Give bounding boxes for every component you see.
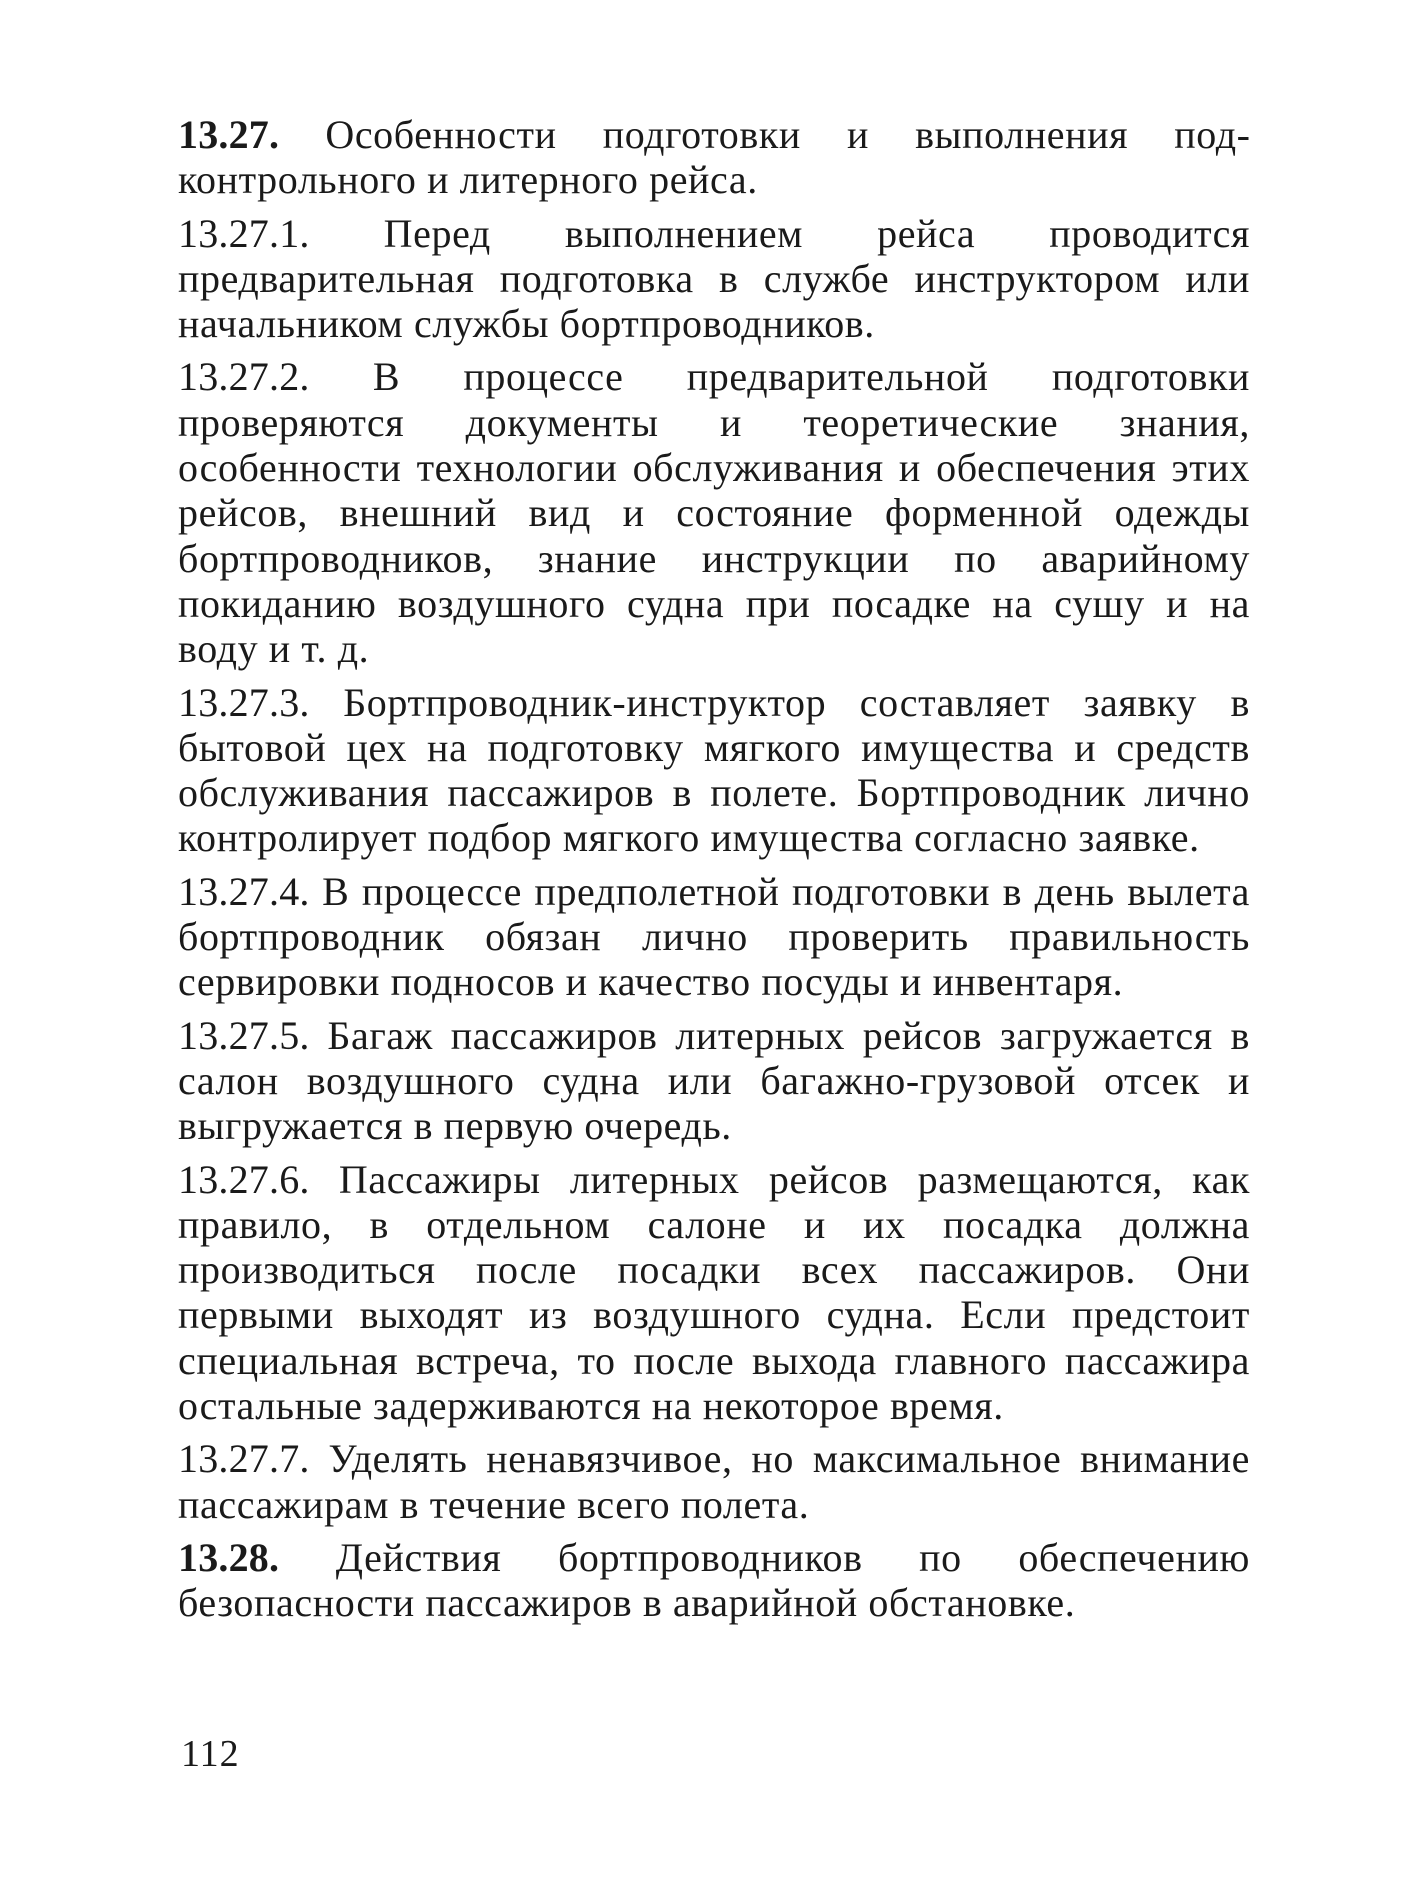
paragraph-number: 13.27.6.: [178, 1156, 310, 1202]
section-13-27-2: [178, 354, 1250, 671]
section-13-27-6: [178, 1157, 1250, 1429]
paragraph-text: В процессе предварительной подготовки проверяются документы и теоретические знания, особенности технологии обслуживания и обеспечения этих рейсов, внешний вид и состояние форменной одежды бортпроводников, знание инструкции по аварийному покиданию воздушного судна при посадке на сушу и на воду и т. д.: [178, 354, 1250, 672]
paragraph-number: 13.27.: [178, 112, 280, 157]
section-13-27-7: [178, 1436, 1250, 1527]
page-body: [178, 112, 1250, 1634]
paragraph-number: 13.27.7.: [178, 1436, 310, 1482]
paragraph-text: Бортпроводник-инструктор составляет заявку в бытовой цех на подготовку мягкого имущества и средств обслуживания пассажиров в полете. Бортпроводник лично контролирует подбор мягкого имущества согласно заявке.: [178, 679, 1250, 861]
paragraph-text: Перед выполнением рейса проводится предварительная подготовка в службе инструктором или начальником службы бортпроводников.: [178, 210, 1250, 347]
paragraph-text: В процессе предполетной подготовки в день вылета бортпроводник обязан лично проверить правильность сервировки подносов и качество посуды и инвентаря.: [178, 868, 1251, 1005]
paragraph-number: 13.28.: [178, 1534, 280, 1580]
page-number: 112: [181, 1733, 240, 1775]
paragraph-text: Действия бортпроводников по обеспечению безопасности пассажиров в аварийной обстановке.: [178, 1534, 1250, 1626]
paragraph-text: Особенности подготовки и выполнения подконтрольного и литерного рейса.: [178, 112, 1250, 203]
paragraph-text: Пассажиры литерных рейсов размещаются, как правило, в отдельном салоне и их посадка должна производиться после посадки всех пассажиров. Они первыми выходят из воздушного судна. Если предстоит специальная встреча, то после выхода главного пассажира остальные задерживаются на некоторое время.: [178, 1156, 1250, 1429]
section-13-27-1: [178, 211, 1250, 347]
paragraph-number: 13.27.2.: [178, 354, 310, 400]
paragraph-number: 13.27.1.: [178, 210, 310, 256]
paragraph-number: 13.27.4.: [178, 868, 310, 914]
section-13-27-4: [178, 869, 1250, 1005]
section-13-27: [178, 112, 1250, 203]
paragraph-text: Уделять ненавязчивое, но максимальное внимание пассажирам в течение всего полета.: [178, 1436, 1250, 1527]
section-13-28: [178, 1535, 1250, 1626]
paragraph-number: 13.27.3.: [178, 679, 310, 725]
section-13-27-5: [178, 1013, 1250, 1149]
paragraph-text: Багаж пассажиров литерных рейсов загружается в салон воздушного судна или багажно-грузовой отсек и выгружается в первую очередь.: [178, 1012, 1250, 1149]
paragraph-number: 13.27.5.: [178, 1012, 310, 1058]
section-13-27-3: [178, 680, 1250, 861]
